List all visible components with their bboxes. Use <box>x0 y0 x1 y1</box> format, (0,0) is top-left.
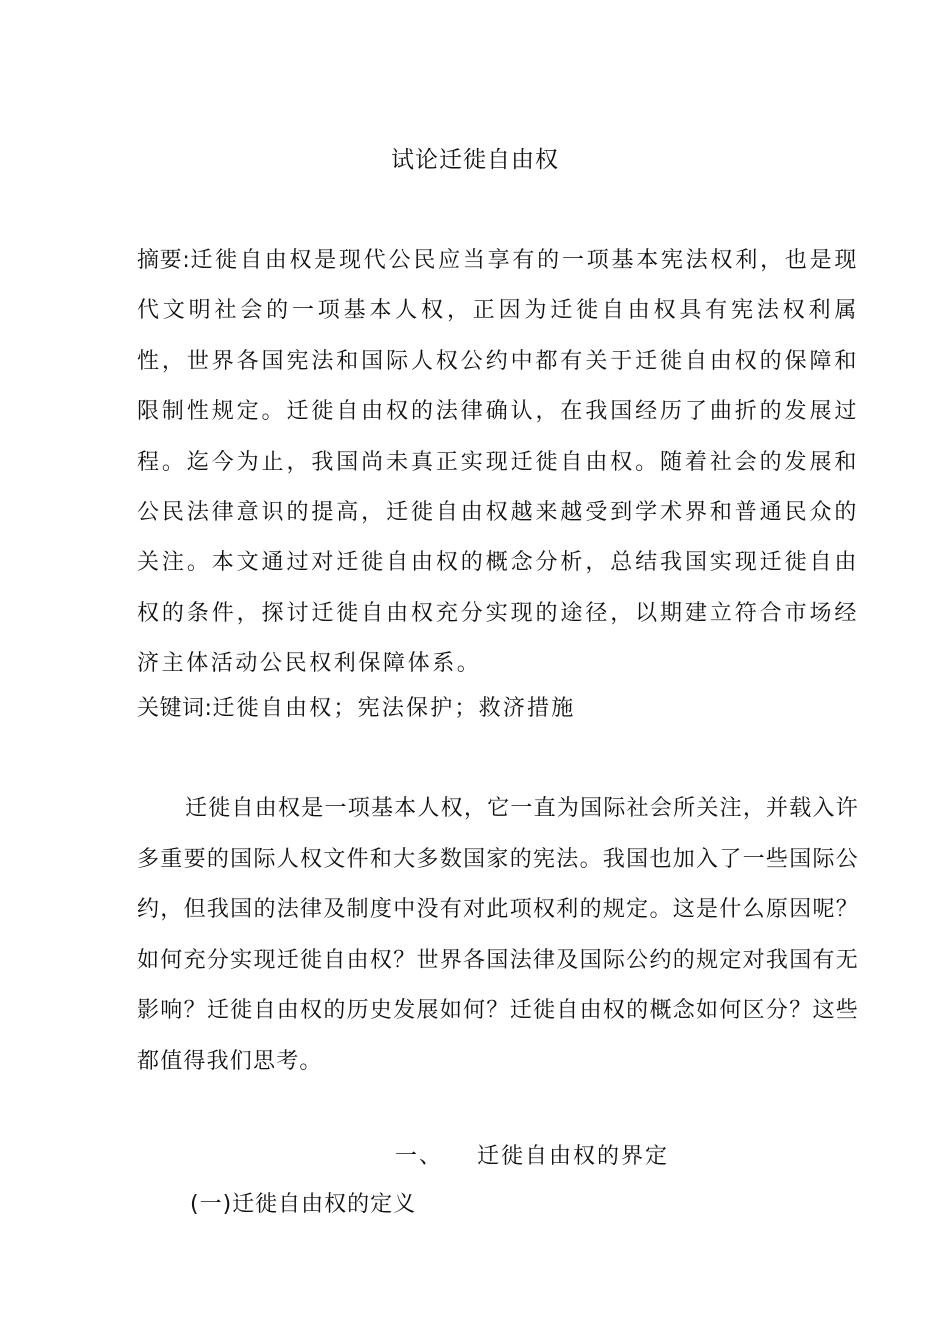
keywords-line <box>137 684 859 734</box>
subsection-heading: (一)迁徙自由权的定义 <box>190 1192 417 1217</box>
keywords-text: 迁徙自由权；宪法保护；救济措施 <box>212 696 576 721</box>
keywords-label: 关键词: <box>137 696 213 721</box>
abstract-paragraph <box>137 236 859 690</box>
section-heading <box>395 1134 669 1180</box>
abstract-label: 摘要: <box>137 248 191 273</box>
abstract-text: 迁徙自由权是现代公民应当享有的一项基本宪法权利，也是现代文明社会的一项基本人权，正因为迁徙自由权具有宪法权利属性，世界各国宪法和国际人权公约中都有关于迁徙自由权的保障和限制性规定。迁徙自由权的法律确认，在我国经历了曲折的发展过程。迄今为止，我国尚未真正实现迁徙自由权。随着社会的发展和公民法律意识的提高，迁徙自由权越来越受到学术界和普通民众的关注。本文通过对迁徙自由权的概念分析，总结我国实现迁徙自由权的条件，探讨迁徙自由权充分实现的途径，以期建立符合市场经济主体活动公民权利保障体系。 <box>137 248 859 677</box>
intro-paragraph: 迁徙自由权是一项基本人权，它一直为国际社会所关注，并载入许多重要的国际人权文件和大多数国家的宪法。我国也加入了一些国际公约，但我国的法律及制度中没有对此项权利的规定。这是什么原因呢？如何充分实现迁徙自由权？世界各国法律及国际公约的规定对我国有无影响？迁徙自由权的历史发展如何？迁徙自由权的概念如何区分？这些都值得我们思考。 <box>137 796 859 1074</box>
section-number: 一、 <box>395 1144 444 1169</box>
document-title: 试论迁徙自由权 <box>391 147 559 173</box>
section-title: 迁徙自由权的界定 <box>477 1144 670 1169</box>
